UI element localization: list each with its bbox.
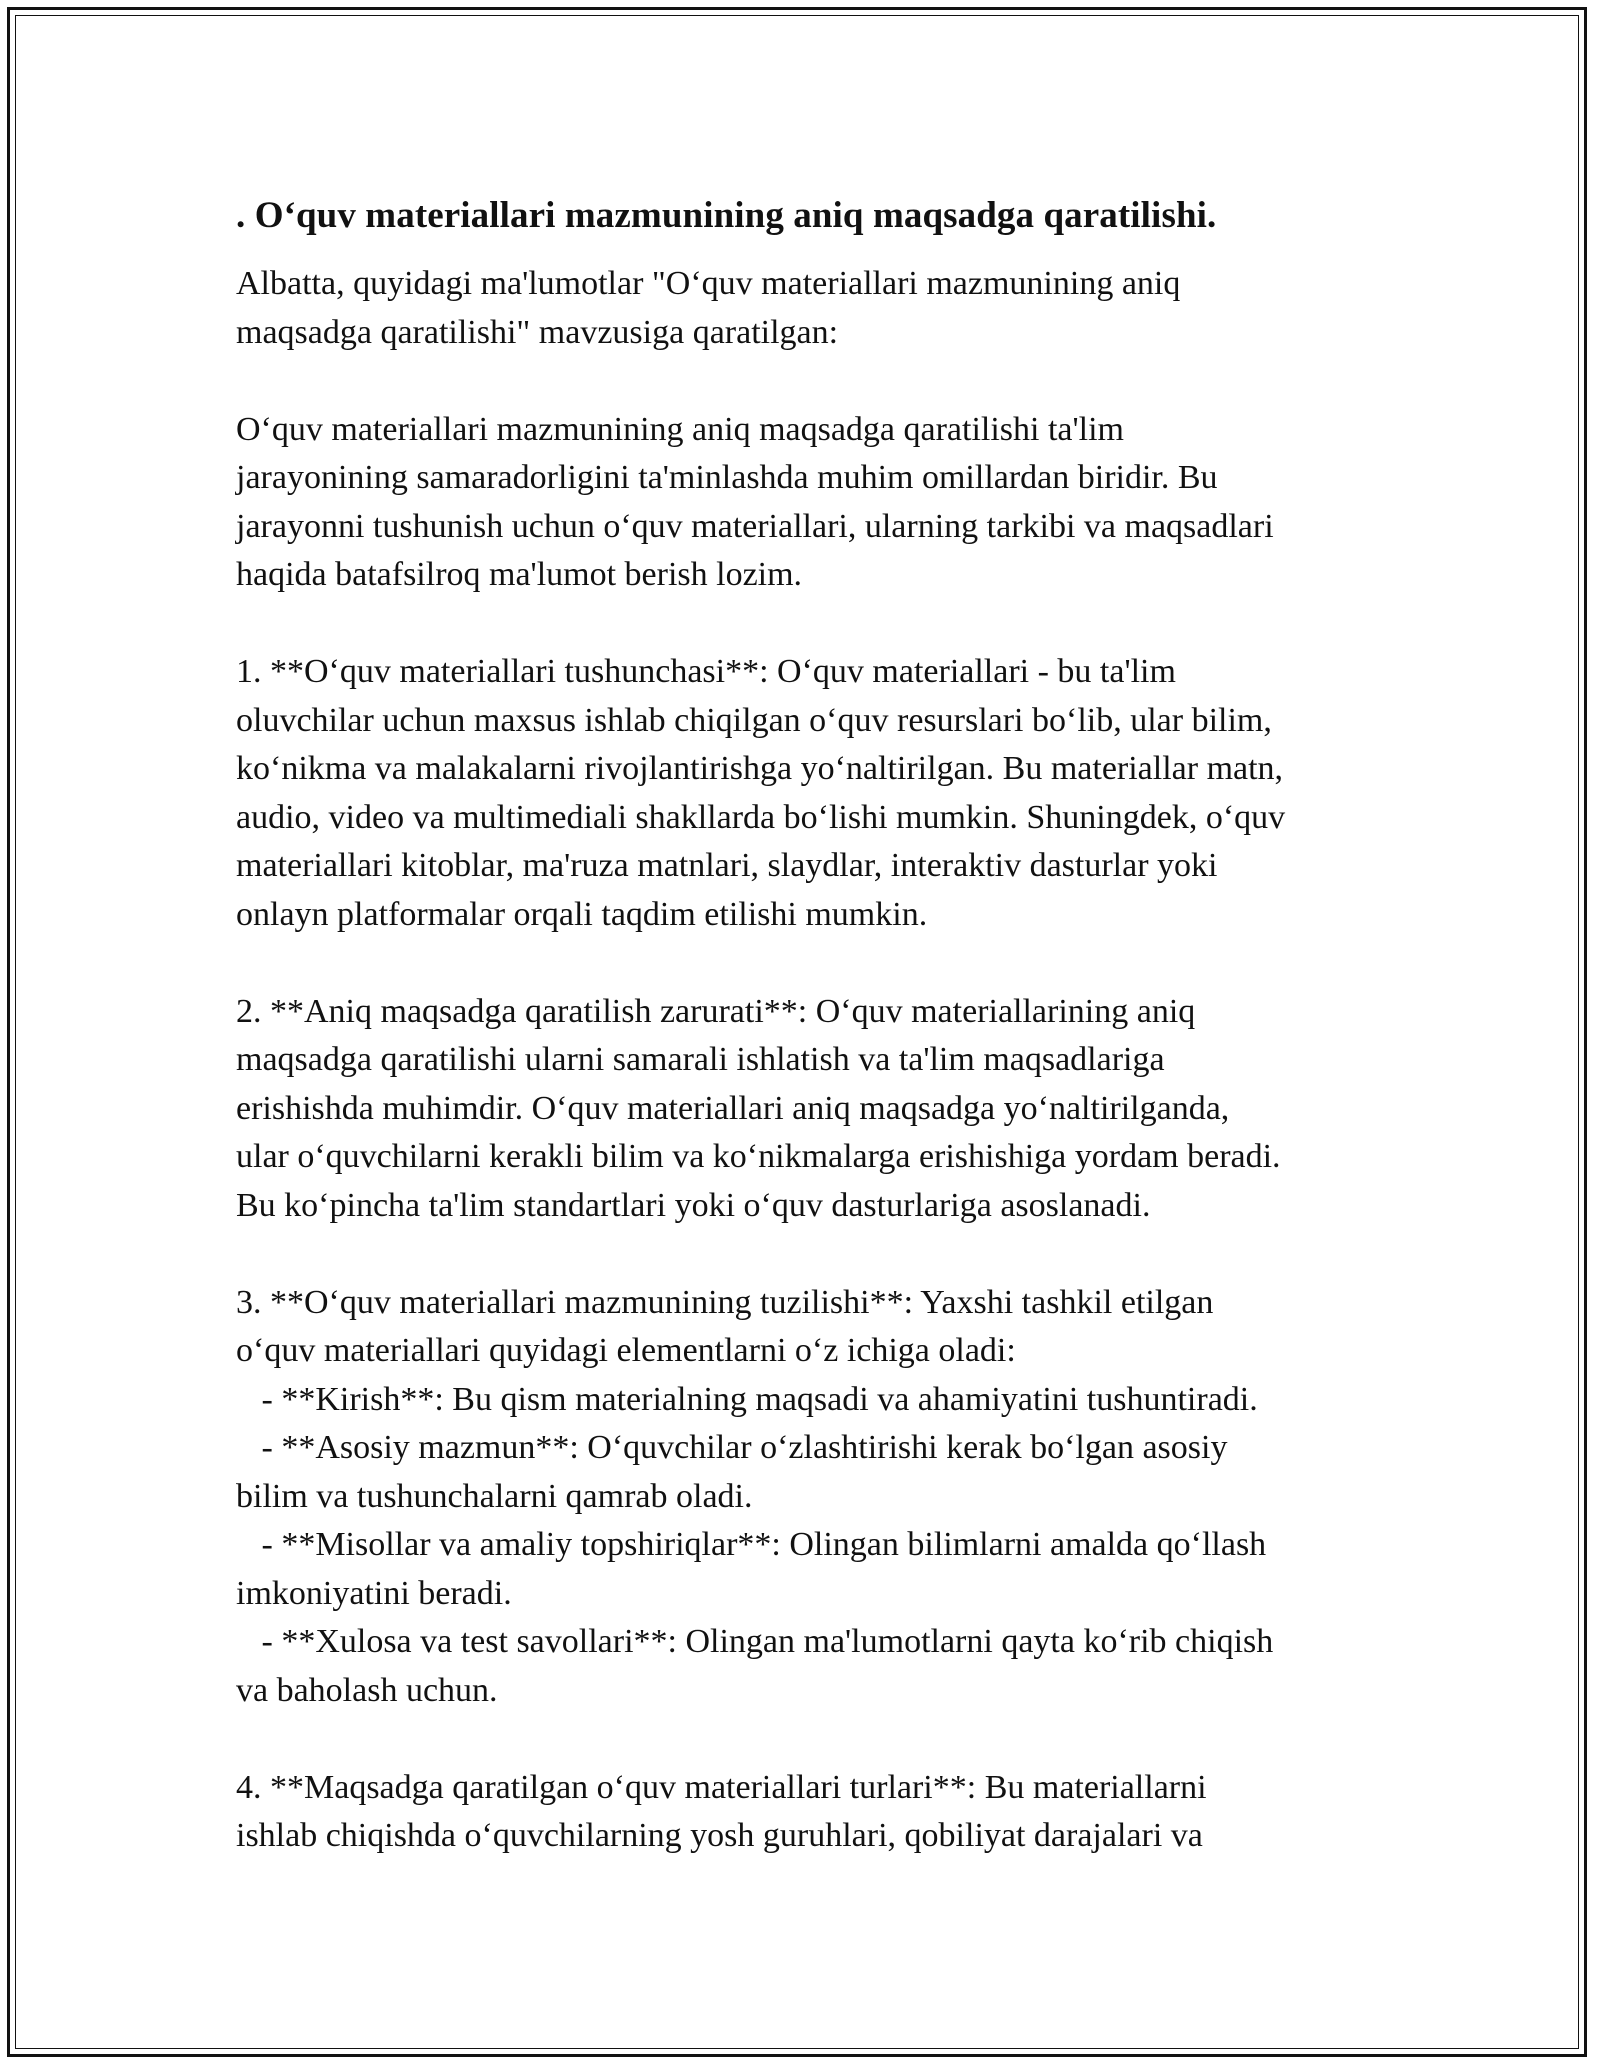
text-line: Albatta, quyidagi ma'lumotlar "O‘quv materiallari mazmunining aniq (236, 265, 1181, 302)
text-line: ular o‘quvchilarni kerakli bilim va ko‘nikmalarga erishishiga yordam beradi. (236, 1138, 1281, 1175)
text-line: imkoniyatini beradi. (236, 1574, 512, 1612)
text-line: erishishda muhimdir. O‘quv materiallari aniq maqsadga yo‘naltirilganda, (236, 1089, 1230, 1127)
text-line: maqsadga qaratilishi ularni samarali ishlatish va ta'lim maqsadlariga (236, 1041, 1165, 1078)
paragraph-section-4 (236, 1764, 1376, 1861)
list-item: - **Asosiy mazmun**: O‘quvchilar o‘zlashtirishi kerak bo‘lgan asosiy (236, 1429, 1228, 1466)
paragraph-section-2 (236, 988, 1376, 1231)
paragraph-section-3 (236, 1279, 1376, 1716)
list-item: - **Xulosa va test savollari**: Olingan ma'lumotlarni qayta ko‘rib chiqish (236, 1623, 1274, 1660)
text-line: 3. **O‘quv materiallari mazmunining tuzilishi**: Yaxshi tashkil etilgan (236, 1283, 1214, 1321)
text-line: Bu ko‘pincha ta'lim standartlari yoki o‘quv dasturlariga asoslanadi. (236, 1186, 1151, 1224)
text-line: haqida batafsilroq ma'lumot berish lozim. (236, 556, 803, 593)
text-line: 2. **Aniq maqsadga qaratilish zarurati**: O‘quv materiallarining aniq (236, 992, 1196, 1030)
text-line: o‘quv materiallari quyidagi elementlarni o‘z ichiga oladi: (236, 1332, 1016, 1369)
text-line: ishlab chiqishda o‘quvchilarning yosh guruhlari, qobiliyat darajalari va (236, 1817, 1203, 1854)
text-line: ko‘nikma va malakalarni rivojlantirishga yo‘naltirilgan. Bu materiallar matn, (236, 750, 1284, 787)
text-line: jarayonni tushunish uchun o‘quv materiallari, ularning tarkibi va maqsadlari (236, 507, 1274, 545)
text-line: audio, video va multimediali shakllarda bo‘lishi mumkin. Shuningdek, o‘quv (236, 798, 1286, 836)
document-title: . O‘quv materiallari mazmunining aniq maqsadga qaratilishi. (236, 195, 1217, 236)
document-body (236, 190, 1376, 1909)
text-line: 4. **Maqsadga qaratilgan o‘quv materiallari turlari**: Bu materiallarni (236, 1768, 1207, 1806)
text-line: jarayonining samaradorligini ta'minlashda muhim omillardan biridir. Bu (236, 459, 1218, 496)
text-line: bilim va tushunchalarni qamrab oladi. (236, 1477, 753, 1515)
text-line: maqsadga qaratilishi" mavzusiga qaratilgan: (236, 313, 839, 351)
text-line: onlayn platformalar orqali taqdim etilishi mumkin. (236, 895, 928, 933)
paragraph-overview (236, 406, 1376, 600)
text-line: 1. **O‘quv materiallari tushunchasi**: O‘quv materiallari - bu ta'lim (236, 653, 1176, 690)
list-item: - **Misollar va amaliy topshiriqlar**: Olingan bilimlarni amalda qo‘llash (236, 1526, 1267, 1563)
text-line: oluvchilar uchun maxsus ishlab chiqilgan o‘quv resurslari bo‘lib, ular bilim, (236, 701, 1272, 739)
paragraph-intro (236, 260, 1376, 357)
text-line: materiallari kitoblar, ma'ruza matnlari, slaydlar, interaktiv dasturlar yoki (236, 847, 1218, 884)
text-line: va baholash uchun. (236, 1671, 498, 1709)
text-line: O‘quv materiallari mazmunining aniq maqsadga qaratilishi ta'lim (236, 410, 1124, 448)
paragraph-section-1 (236, 648, 1376, 939)
list-item: - **Kirish**: Bu qism materialning maqsadi va ahamiyatini tushuntiradi. (236, 1380, 1258, 1418)
